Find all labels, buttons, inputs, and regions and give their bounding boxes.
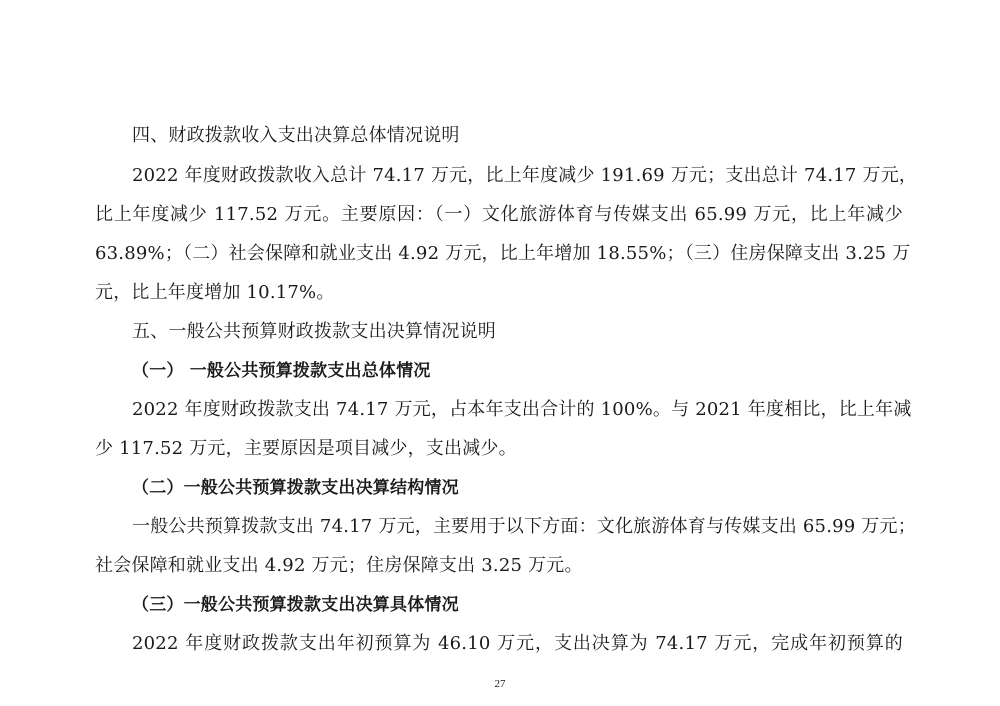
paragraph-line: 元，比上年度增加 10.17%。 [95,282,335,303]
subsection-heading-1: （一） 一般公共预算拨款支出总体情况 [132,361,431,381]
paragraph-line: 社会保障和就业支出 4.92 万元；住房保障支出 3.25 万元。 [95,555,583,576]
paragraph-line: 比上年度减少 117.52 万元。主要原因：（一）文化旅游体育与传媒支出 65.99 万元，比上年减少 [95,204,903,225]
page-number: 27 [494,678,506,690]
paragraph-line: 2022 年度财政拨款支出 74.17 万元，占本年支出合计的 100%。与 2021 年度相比，比上年减 [132,399,912,420]
section-heading-5: 五、一般公共预算财政拨款支出决算情况说明 [132,321,496,342]
paragraph-line: 2022 年度财政拨款支出年初预算为 46.10 万元，支出决算为 74.17 万元，完成年初预算的 [132,633,903,654]
subsection-heading-2: （二）一般公共预算拨款支出决算结构情况 [132,478,459,498]
paragraph-line: 63.89%；（二）社会保障和就业支出 4.92 万元，比上年增加 18.55%；（三）住房保障支出 3.25 万 [95,243,911,264]
section-heading-4: 四、财政拨款收入支出决算总体情况说明 [132,125,460,146]
paragraph-line: 2022 年度财政拨款收入总计 74.17 万元，比上年度减少 191.69 万元；支出总计 74.17 万元， [132,165,918,186]
paragraph-line: 一般公共预算拨款支出 74.17 万元，主要用于以下方面：文化旅游体育与传媒支出 65.99 万元； [132,516,916,537]
paragraph-line: 少 117.52 万元，主要原因是项目减少，支出减少。 [95,438,517,459]
subsection-heading-3: （三）一般公共预算拨款支出决算具体情况 [132,595,459,615]
